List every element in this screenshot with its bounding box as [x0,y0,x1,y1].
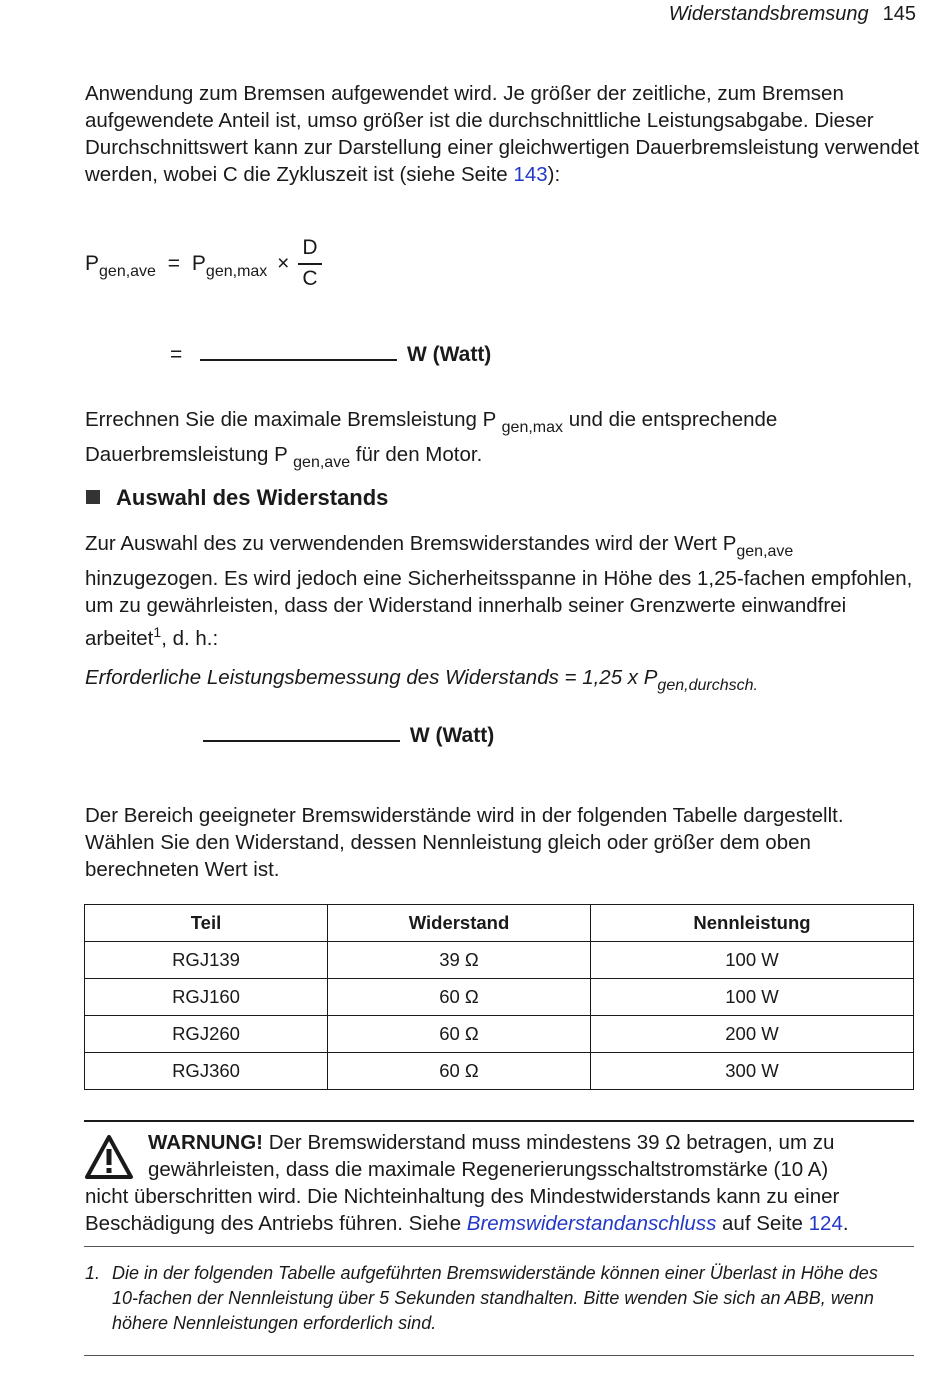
resistor-table [84,904,914,1090]
section-heading: Auswahl des Widerstands [86,485,388,511]
warning-bottom-rule [84,1246,914,1247]
page-link-124[interactable]: 124 [808,1212,843,1235]
selection-paragraph: Zur Auswahl des zu verwendenden Bremswiderstandes wird der Wert $P_{gen,ave}$ hinzugezogen. Es wird jedoch eine Sicherheitsspanne in Höhe des 1,25-fachen empfohlen, um zu gewährleisten, dass der Widerstand innerhalb seiner Grenzwerte einwandfrei arbeitet$^1$, d. h.: [85,532,913,650]
table-row: RGJ360 60 Ω 300 W [85,1053,914,1090]
page-bottom-rule [84,1355,914,1356]
table-row: RGJ260 60 Ω 200 W [85,1016,914,1053]
page-link-143[interactable]: 143 [513,163,548,186]
footnote-number: 1. [85,1263,101,1283]
formula-fraction [298,236,322,291]
warning-top-rule [84,1120,914,1122]
warning-line-4: Beschädigung des Antriebs führen. Siehe Bremswiderstandanschluss auf Seite 124. [85,1212,849,1235]
warning-triangle-icon [84,1134,134,1180]
col-header-nennleistung: Nennleistung [591,905,914,942]
col-header-widerstand: Widerstand [328,905,591,942]
header-title: Widerstandsbremsung [668,3,869,25]
link-bremswiderstandanschluss[interactable]: Bremswiderstandanschluss [466,1212,717,1235]
fraction-numerator: D [302,236,318,259]
formula-pgen-ave: $P_{gen,ave} = P_{gen,max}$ × [85,252,290,280]
range-paragraph: Der Bereich geeigneter Bremswiderstände wird in der folgenden Tabelle dargestellt. Wählen Sie den Widerstand, dessen Nennleistung gleich oder größer dem oben berechneten Wert ist. [85,804,844,881]
square-bullet-icon [86,490,100,504]
required-result-line: W (Watt) [203,720,494,748]
intro-paragraph: Anwendung zum Bremsen aufgewendet wird. Je größer der zeitliche, zum Bremsen aufgewendete Anteil ist, umso größer ist die durchschnittliche Leistungsabgabe. Dieser Durchschnittswert kann zur Darstellung einer gleichwertigen Dauerbremsleistung verwendet werden, wobei C die Zykluszeit ist (siehe Seite 143): [85,82,920,186]
formula-result-line: = W (Watt) [170,339,491,367]
warning-line-1: WARNUNG! Der Bremswiderstand muss mindestens 39 Ω betragen, um zu [148,1131,835,1154]
footnote-ref: 1 [153,624,162,640]
result-blank[interactable] [200,339,397,361]
table-row: RGJ160 60 Ω 100 W [85,979,914,1016]
required-rating: Erforderliche Leistungsbemessung des Widerstands = 1,25 x $P_{gen,durchsch.}$ [85,666,758,694]
required-blank[interactable] [203,720,400,742]
page-number: 145 [882,3,916,25]
fraction-bar [298,263,322,265]
footnote-text: Die in der folgenden Tabelle aufgeführten Bremswiderstände können einer Überlast in Höhe des 10-fachen der Nennleistung über 5 Sekunden standhalten. Bitte wenden Sie sich an ABB, wenn höhere Nennleistungen erforderlich sind. [112,1263,878,1333]
warning-line-3: nicht überschritten wird. Die Nichteinhaltung des Mindestwiderstands kann zu einer [85,1185,840,1208]
fraction-denominator: C [302,267,318,290]
table-header-row [85,905,914,942]
running-header [669,3,916,26]
table-row: RGJ139 39 Ω 100 W [85,942,914,979]
calc-paragraph: Errechnen Sie die maximale Bremsleistung P $_{gen,max}$ und die entsprechende Dauerbremsleistung P $_{gen,ave}$ für den Motor. [85,408,778,471]
col-header-teil: Teil [85,905,328,942]
warning-label: WARNUNG! [148,1131,264,1154]
warning-line-2: gewährleisten, dass die maximale Regenerierungsschaltstromstärke (10 A) [148,1158,829,1181]
